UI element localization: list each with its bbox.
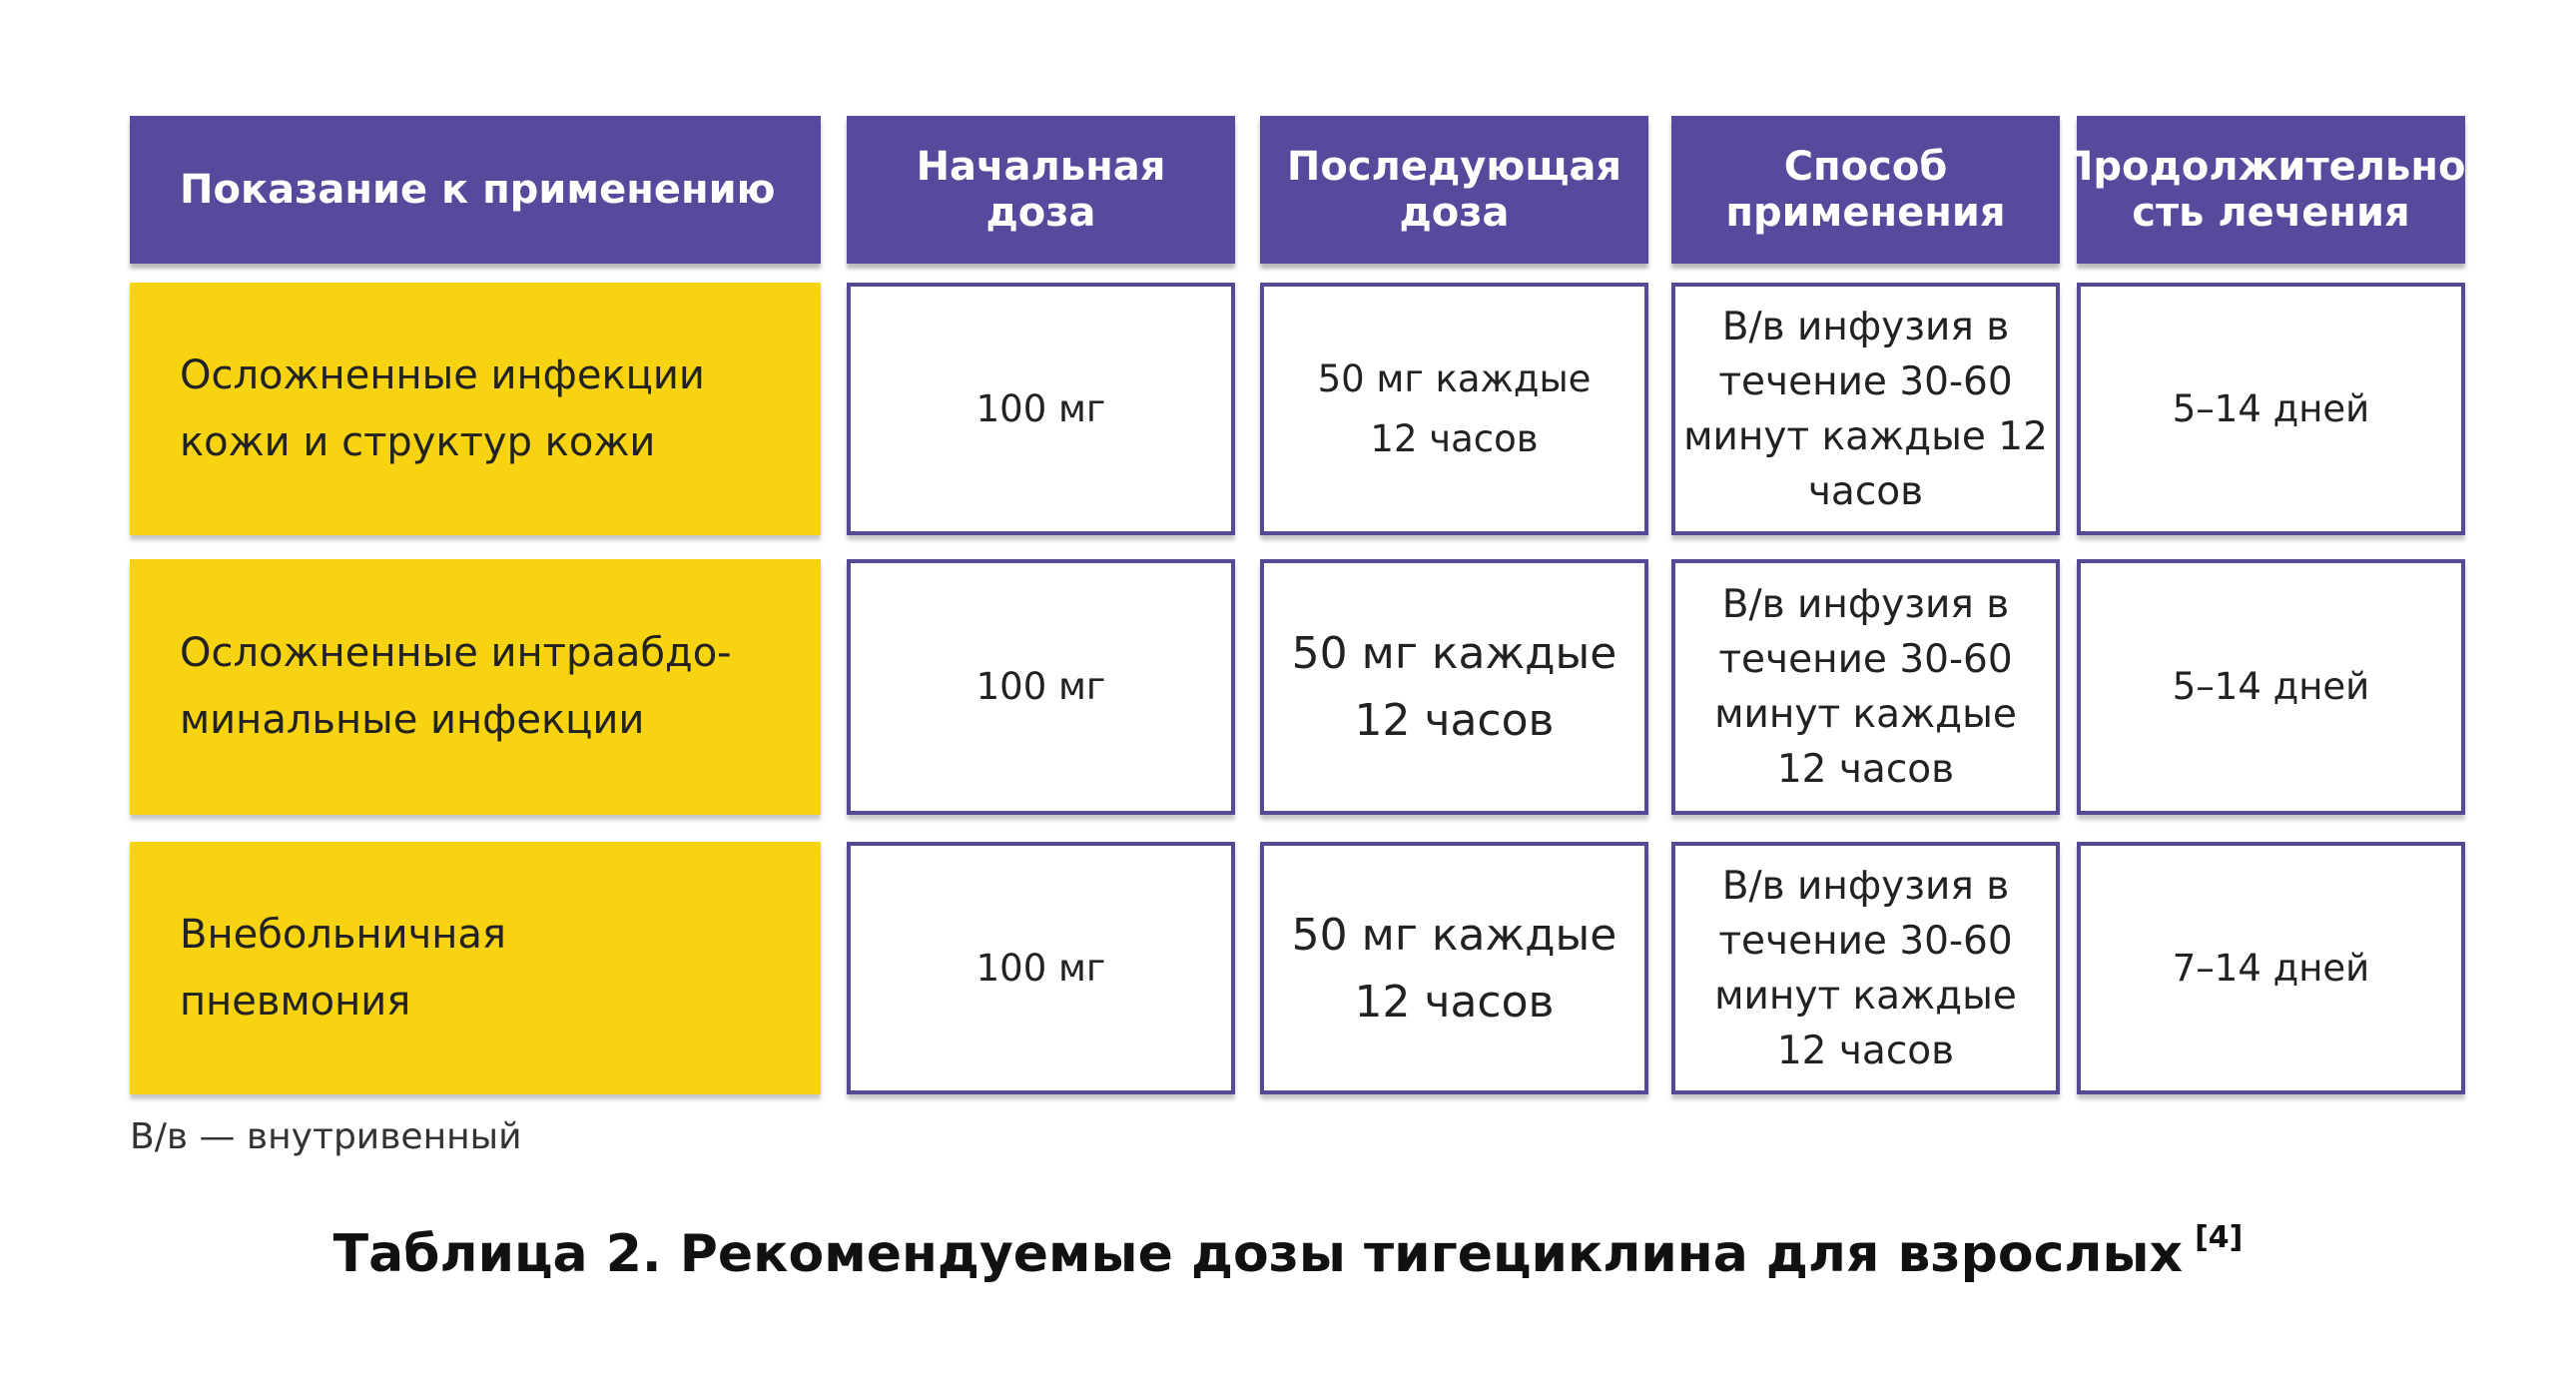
table-row-3-maintenance-dose: 50 мг каждые 12 часов: [1260, 842, 1648, 1094]
header-maintenance-dose: Последующая доза: [1260, 116, 1648, 264]
header-indication: Показание к применению: [130, 116, 821, 264]
header-route: Способ применения: [1671, 116, 2060, 264]
table-row-1-duration: 5–14 дней: [2077, 283, 2465, 535]
table-row-1-maintenance-dose: 50 мг каждые 12 часов: [1260, 283, 1648, 535]
caption-reference: [4]: [2195, 1220, 2244, 1255]
table-row-3-indication: Внебольничная пневмония: [130, 842, 821, 1094]
table-row-3-route: В/в инфузия в течение 30-60 минут каждые 12 часов: [1671, 842, 2060, 1094]
header-duration: Продолжительно- сть лечения: [2077, 116, 2465, 264]
table-row-3-initial-dose: 100 мг: [847, 842, 1235, 1094]
table-row-2-route: В/в инфузия в течение 30-60 минут каждые 12 часов: [1671, 559, 2060, 815]
table-caption: [0, 1220, 2576, 1284]
table-row-2-initial-dose: 100 мг: [847, 559, 1235, 815]
table-row-1-route: В/в инфузия в течение 30-60 минут каждые 12 часов: [1671, 283, 2060, 535]
table-row-3-duration: 7–14 дней: [2077, 842, 2465, 1094]
table-row-1-indication: Осложненные инфекции кожи и структур кожи: [130, 283, 821, 535]
table-row-1-initial-dose: 100 мг: [847, 283, 1235, 535]
header-initial-dose: Начальная доза: [847, 116, 1235, 264]
table-row-2-duration: 5–14 дней: [2077, 559, 2465, 815]
caption-text: Таблица 2. Рекомендуемые дозы тигециклина для взрослых: [332, 1224, 2184, 1284]
table-row-2-maintenance-dose: 50 мг каждые 12 часов: [1260, 559, 1648, 815]
table-row-2-indication: Осложненные интраабдо- минальные инфекции: [130, 559, 821, 815]
footnote: В/в — внутривенный: [130, 1116, 522, 1157]
